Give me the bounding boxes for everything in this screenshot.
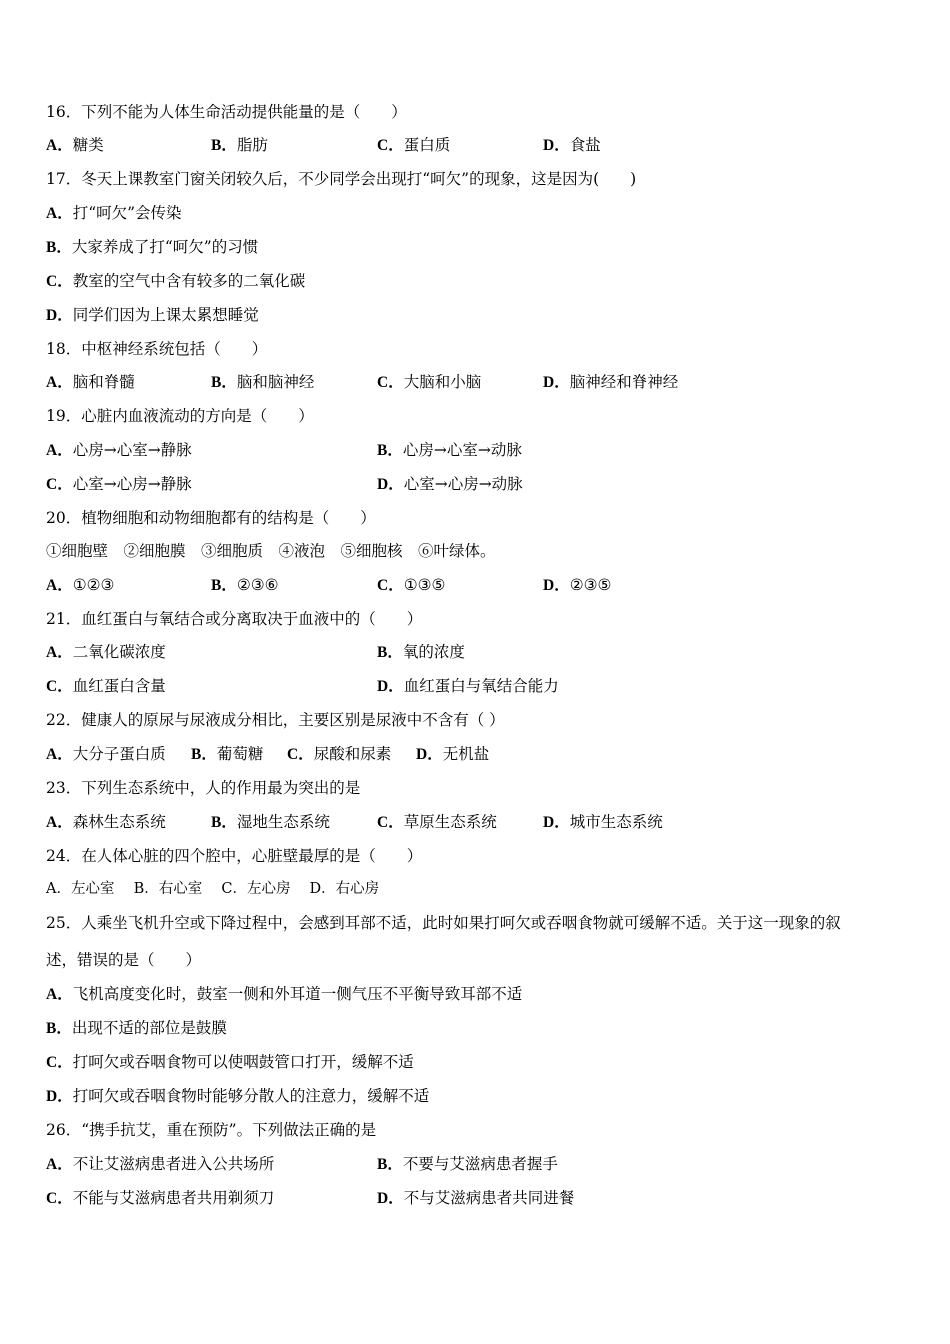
question-22-stem: 22．健康人的原尿与尿液成分相比，主要区别是尿液中不含有（ ） bbox=[46, 711, 505, 729]
q23-option-c: C．草原生态系统 bbox=[377, 813, 497, 831]
q22-option-d: D．无机盐 bbox=[416, 745, 490, 763]
q19-option-b: B．心房→心室→动脉 bbox=[377, 441, 522, 459]
q25-option-a: A．飞机高度变化时，鼓室一侧和外耳道一侧气压不平衡导致耳部不适 bbox=[46, 985, 523, 1003]
q20-option-c: C．①③⑤ bbox=[377, 576, 446, 594]
q18-option-c: C．大脑和小脑 bbox=[377, 373, 482, 391]
q26-option-a: A．不让艾滋病患者进入公共场所 bbox=[46, 1155, 275, 1173]
q25-option-b: B．出现不适的部位是鼓膜 bbox=[46, 1019, 227, 1037]
q22-option-c: C．尿酸和尿素 bbox=[287, 745, 392, 763]
q17-option-a: A．打“呵欠”会传染 bbox=[46, 204, 182, 222]
q26-option-b: B．不要与艾滋病患者握手 bbox=[377, 1155, 558, 1173]
q19-option-d: D．心室→心房→动脉 bbox=[377, 475, 523, 493]
q20-option-a: A．①②③ bbox=[46, 576, 115, 594]
q22-option-b: B．葡萄糖 bbox=[191, 745, 264, 763]
q19-option-a: A．心房→心室→静脉 bbox=[46, 441, 192, 459]
q20-option-b: B．②③⑥ bbox=[211, 576, 279, 594]
q16-option-a: A．糖类 bbox=[46, 136, 104, 154]
question-17-stem: 17．冬天上课教室门窗关闭较久后，不少同学会出现打“呵欠”的现象，这是因为( ) bbox=[46, 170, 637, 188]
q23-option-d: D．城市生态系统 bbox=[543, 813, 663, 831]
question-18-stem: 18．中枢神经系统包括（ ） bbox=[46, 340, 268, 358]
q23-option-a: A．森林生态系统 bbox=[46, 813, 166, 831]
question-20-stem: 20．植物细胞和动物细胞都有的结构是（ ） bbox=[46, 509, 376, 527]
question-16-stem: 16．下列不能为人体生命活动提供能量的是（ ） bbox=[46, 103, 407, 121]
q17-option-b: B．大家养成了打“呵欠”的习惯 bbox=[46, 238, 259, 256]
q17-option-c: C．教室的空气中含有较多的二氧化碳 bbox=[46, 272, 306, 290]
q17-option-d: D．同学们因为上课太累想睡觉 bbox=[46, 306, 259, 324]
q16-option-b: B．脂肪 bbox=[211, 136, 268, 154]
question-24-stem: 24．在人体心脏的四个腔中，心脏壁最厚的是（ ） bbox=[46, 847, 423, 865]
q16-option-c: C．蛋白质 bbox=[377, 136, 451, 154]
question-24-options: A．左心室 B．右心室 C．左心房 D．右心房 bbox=[46, 881, 380, 897]
q18-option-b: B．脑和脑神经 bbox=[211, 373, 315, 391]
q18-option-d: D．脑神经和脊神经 bbox=[543, 373, 679, 391]
q21-option-c: C．血红蛋白含量 bbox=[46, 677, 166, 695]
question-20-structure-list: ①细胞壁 ②细胞膜 ③细胞质 ④液泡 ⑤细胞核 ⑥叶绿体。 bbox=[46, 542, 496, 560]
question-25-stem-line2: 述，错误的是（ ） bbox=[46, 951, 202, 969]
q18-option-a: A．脑和脊髓 bbox=[46, 373, 135, 391]
question-26-stem: 26．“携手抗艾，重在预防”。下列做法正确的是 bbox=[46, 1121, 377, 1139]
q21-option-b: B．氧的浓度 bbox=[377, 643, 465, 661]
question-19-stem: 19．心脏内血液流动的方向是（ ） bbox=[46, 407, 314, 425]
q19-option-c: C．心室→心房→静脉 bbox=[46, 475, 192, 493]
q22-option-a: A．大分子蛋白质 bbox=[46, 745, 166, 763]
q21-option-d: D．血红蛋白与氧结合能力 bbox=[377, 677, 559, 695]
q20-option-d: D．②③⑤ bbox=[543, 576, 612, 594]
q26-option-d: D．不与艾滋病患者共同进餐 bbox=[377, 1189, 575, 1207]
q26-option-c: C．不能与艾滋病患者共用剃须刀 bbox=[46, 1189, 275, 1207]
question-21-stem: 21．血红蛋白与氧结合或分离取决于血液中的（ ） bbox=[46, 610, 423, 628]
q25-option-d: D．打呵欠或吞咽食物时能够分散人的注意力，缓解不适 bbox=[46, 1087, 430, 1105]
q25-option-c: C．打呵欠或吞咽食物可以使咽鼓管口打开，缓解不适 bbox=[46, 1053, 414, 1071]
question-23-stem: 23．下列生态系统中，人的作用最为突出的是 bbox=[46, 779, 361, 797]
q23-option-b: B．湿地生态系统 bbox=[211, 813, 330, 831]
question-25-stem-line1: 25．人乘坐飞机升空或下降过程中，会感到耳部不适，此时如果打呵欠或吞咽食物就可缓解不适。关于这一现象的叙 bbox=[46, 914, 841, 932]
q21-option-a: A．二氧化碳浓度 bbox=[46, 643, 166, 661]
q16-option-d: D．食盐 bbox=[543, 136, 601, 154]
